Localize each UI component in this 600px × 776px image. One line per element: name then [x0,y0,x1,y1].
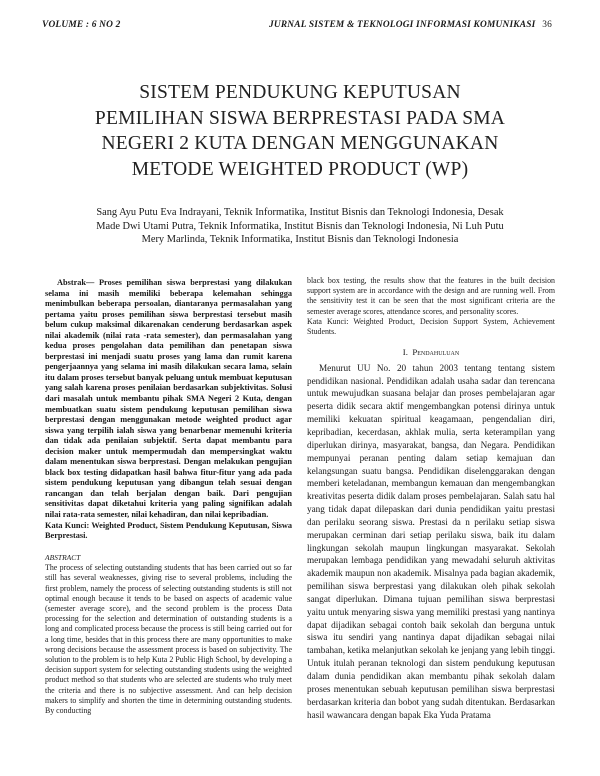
right-column [307,276,555,721]
title-line: METODE WEIGHTED PRODUCT (WP) [131,158,469,180]
title-line: SISTEM PENDUKUNG KEPUTUSAN [139,82,461,103]
keywords-indonesian: Kata Kunci: Weighted Product, Sistem Pendukung Keputusan, Siswa Berprestasi. [45,520,292,541]
section-heading [307,347,555,358]
author-block [40,206,560,247]
abstract-indonesian: Abstrak— Proses pemilihan siswa berprestasi yang dilakukan selama ini masih memiliki beberapa kelemahan sehingga menimbulkan beberapa persoalan, diantaranya permasalahan yang pertama yaitu proses pemilihan siswa berprestasi tersebut masih belum cukup maksimal dikarenakan cenderung berdasarkan aspek nilai akademik (nilai rata -rata semester), dan permasalahan yang kedua proses pengolahan data pemilihan dan penetapan siswa berprestasi ini menjadi suatu proses yang lama dan rumit karena pengerjaannya yang selama ini masih dilakukan secara lama, selain itu dalam proses tersebut banyak peluang untuk membuat keputusan yang salah karena proses penilaian berdasarkan subjektivitas. Solusi dari masalah untuk membantu pihak SMA Negeri 2 Kuta, dengan membuatkan suatu sistem pendukung keputusan pemilihan siswa berprestasi dengan menggunakan metode weighted product agar siswa yang terpilih ialah siswa yang benarbenar memenuhi kriteria dan tidak ada penilaian subjektif. Serta dapat membantu para decision maker untuk mempermudah dan mempersingkat waktu dalam menentukan siswa berprestasi. Dengan melakukan pengujian black box testing didapatkan hasil bahwa fitur-fitur yang ada pada sistem pendukung keputusan yang dibangun telah sesuai dengan rancangan dan telah berjalan dengan baik. Dari pengujian sensitivitas dapat diketahui kriteria yang paling signifikan adalah nilai rata-rata semester, nilai kehadiran, dan nilai kepribadian. [45,278,292,520]
keywords-english: Kata Kunci: Weighted Product, Decision Support System, Achievement Students. [307,316,555,337]
volume-label: VOLUME : 6 NO 2 [42,20,121,30]
title-line: PEMILIHAN SISWA BERPRESTASI PADA SMA [94,107,506,129]
abstract-english-part1: The process of selecting outstanding students that has been carried out so far still has several weaknesses, giving rise to several problems, including the first problem, namely the process of selecting outstanding students is still not optimal enough because it tends to be based on aspects of academic value (semester average score), and the second problem is the process Data processing for the selection and determination of outstanding students is a long and complicated process because the process is still being carried out for a long time, besides that in this process there are many opportunities to make wrong decisions because the assessment process is based on subjectivity. The solution to the problem is to help Kuta 2 Public High School, by developing a decision support system for selecting outstanding students using the weighted product method so that students who are selected are students who truly meet the criteria and there is no subjective assessment. And can help decision makers to simplify and shorten the time in determining outstanding students. By conducting [45,563,292,716]
section-number: I. [402,347,408,358]
abstract-english-part2: black box testing, the results show that the features in the built decision support system are in accordance with the design and are running well. From the sensitivity test it can be seen that the most significant criteria are the semester average scores, attendance scores, and personality scores. [307,276,555,316]
introduction-paragraph: Menurut UU No. 20 tahun 2003 tentang tentang sistem pendidikan nasional. Pendidikan adalah usaha sadar dan terencana untuk mewujudkan suasana belajar dan proses pembelajaran agar peserta didik secara aktif mengembangkan potensi dirinya untuk memiliki kekuatan spiritual keagamaan, pengendalian diri, kepribadian, kecerdasan, akhlak mulia, serta keterampilan yang diperlukan dirinya, masyarakat, bangsa, dan Negara. Pendidikan mempunyai peranan penting dalam setiap kemajuan dan kelangsungan suatu bangsa. Pendidikan diselenggarakan dengan memberi keteladanan, membangun kemauan dan mengembangkan kreativitas peserta didik dalam proses pembelajaran. Salah satu hal yang tidak dapat dilepaskan dari dunia pendidikan yaitu prestasi dan perilaku seorang siswa. Prestasi da n perilaku setiap siswa merupakan cerminan dari setiap perilaku siswa, baik itu dalam lingkungan sekolah maupun lingkungan masyarakat. Sekolah merupakan lembaga pendidikan yang mewadahi seluruh aktivitas akademik maupun non akademik. Misalnya pada bagian akademik, pemilihan siswa berprestasi yang dilakukan oleh pihak sekolah sangat diperlukan. Dimana tujuan pemilihan siswa berprestasi yaitu untuk menyaring siswa yang memiliki prestasi yang nantinya dapat dijadikan sebagai contoh baik sekolah dan berguna untuk siswa itu sendiri yang nantinya dapat dijadikan sebagai nilai tambahan, ketika melanjutkan sekolah ke jenjang yang lebih tinggi. Untuk itulah peranan teknologi dan sistem pendukung keputusan dalam dunia pendidikan akan membantu pihak sekolah dalam proses menentukan sebuah keputusan pemilihan siswa berprestasi berdasarkan kriteria dan bobot yang sudah ditentukan. Berdasarkan hasil wawancara dengan bapak Eka Yuda Pratama [307,362,555,720]
author-line: Made Dwi Utami Putra, Teknik Informatika, Institut Bisnis dan Teknologi Indonesia, Ni Luh Putu [96,220,504,232]
left-column [45,278,292,716]
paper-title [20,80,580,182]
author-line: Mery Marlinda, Teknik Informatika, Institut Bisnis dan Teknologi Indonesia [141,234,459,245]
journal-name: JURNAL SISTEM & TEKNOLOGI INFORMASI KOMUNIKASI [269,20,536,30]
section-title: Pendahuluan [412,347,460,358]
page-number: 36 [542,20,552,30]
author-line: Sang Ayu Putu Eva Indrayani, Teknik Informatika, Institut Bisnis dan Teknologi Indonesia, Desak [96,207,504,218]
abstract-english-heading: ABSTRACT [45,552,81,562]
title-line: NEGERI 2 KUTA DENGAN MENGGUNAKAN [101,133,499,154]
